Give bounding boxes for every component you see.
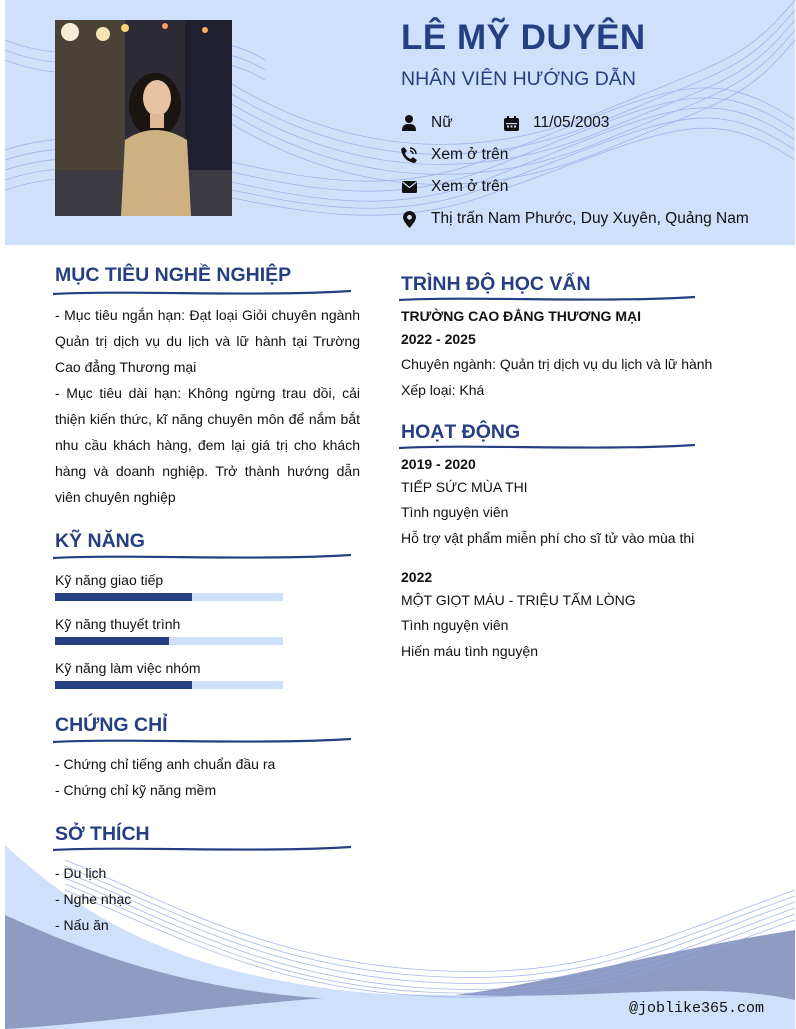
education-school: TRƯỜNG CAO ĐẲNG THƯƠNG MẠI (401, 308, 641, 324)
hobby-item: - Du lịch (55, 865, 107, 881)
activity-name: MỘT GIỌT MÁU - TRIỆU TẤM LÒNG (401, 592, 636, 608)
email-row (401, 176, 508, 198)
resume-page (5, 0, 795, 1029)
gender-value: Nữ (431, 114, 453, 131)
skill-label: Kỹ năng thuyết trình (55, 616, 181, 632)
address-row (401, 208, 749, 230)
job-title: NHÂN VIÊN HƯỚNG DẪN (401, 68, 636, 90)
skill-label: Kỹ năng làm việc nhóm (55, 660, 201, 676)
certificate-item: - Chứng chỉ kỹ năng mềm (55, 782, 217, 798)
activity-role: Tình nguyện viên (401, 504, 509, 520)
skill-bar (55, 681, 283, 689)
phone-value: Xem ở trên (431, 146, 509, 163)
skill-bar (55, 593, 283, 601)
objective-underline (53, 288, 351, 298)
activity-description: Hiến máu tình nguyện (401, 643, 538, 659)
certificate-item: - Chứng chỉ tiếng anh chuẩn đầu ra (55, 756, 276, 772)
skill-bar-fill (55, 593, 192, 601)
activity-name: TIẾP SỨC MÙA THI (401, 479, 528, 495)
map-marker-icon (401, 211, 417, 227)
skill-bar-fill (55, 637, 169, 645)
activity-period: 2022 (401, 569, 433, 585)
watermark: @joblike365.com (629, 1000, 765, 1017)
gender-row (401, 112, 453, 134)
profile-photo (55, 20, 232, 216)
birthdate-value: 11/05/2003 (533, 114, 610, 131)
address-value: Thị trấn Nam Phước, Duy Xuyên, Quảng Nam (431, 210, 749, 227)
skills-heading: KỸ NĂNG (55, 530, 145, 552)
skills-underline (53, 552, 351, 562)
education-major: Chuyên ngành: Quản trị dịch vụ du lịch và lữ hành (401, 356, 713, 372)
skill-bar-fill (55, 681, 192, 689)
envelope-icon (401, 179, 417, 195)
education-heading: TRÌNH ĐỘ HỌC VẤN (401, 273, 591, 295)
hobbies-heading: SỞ THÍCH (55, 823, 150, 845)
phone-row (401, 144, 508, 166)
certificates-underline (53, 736, 351, 746)
skill-bar (55, 637, 283, 645)
birthdate-row (503, 112, 609, 134)
calendar-icon (503, 115, 519, 131)
activity-description: Hỗ trợ vật phẩm miễn phí cho sĩ tử vào mùa thi (401, 530, 695, 546)
certificates-heading: CHỨNG CHỈ (55, 714, 168, 736)
user-icon (401, 115, 417, 131)
phone-icon (401, 147, 417, 163)
education-rank: Xếp loại: Khá (401, 382, 485, 398)
candidate-name: LÊ MỸ DUYÊN (401, 18, 646, 57)
hobby-item: - Nghe nhạc (55, 891, 132, 907)
hobbies-underline (53, 844, 351, 854)
email-value: Xem ở trên (431, 178, 509, 195)
activity-role: Tình nguyện viên (401, 617, 509, 633)
activities-heading: HOẠT ĐỘNG (401, 421, 521, 443)
activity-period: 2019 - 2020 (401, 456, 476, 472)
objective-short-term: - Mục tiêu ngắn hạn: Đạt loại Giỏi chuyên ngành Quản trị dịch vụ du lịch và lữ hành tại Trường Cao đẳng Thương mại (55, 307, 360, 375)
education-period: 2022 - 2025 (401, 331, 476, 347)
skill-label: Kỹ năng giao tiếp (55, 572, 164, 588)
objective-heading: MỤC TIÊU NGHỀ NGHIỆP (55, 264, 292, 286)
objective-long-term: - Mục tiêu dài hạn: Không ngừng trau dồi, cải thiện kiến thức, kĩ năng chuyên môn để nắm bắt nhu cầu khách hàng, đem lại giá trị cho khách hàng và doanh nghiệp. Trở thành hướng dẫn viên chuyên nghiệp (55, 385, 360, 505)
hobby-item: - Nấu ăn (55, 917, 109, 933)
